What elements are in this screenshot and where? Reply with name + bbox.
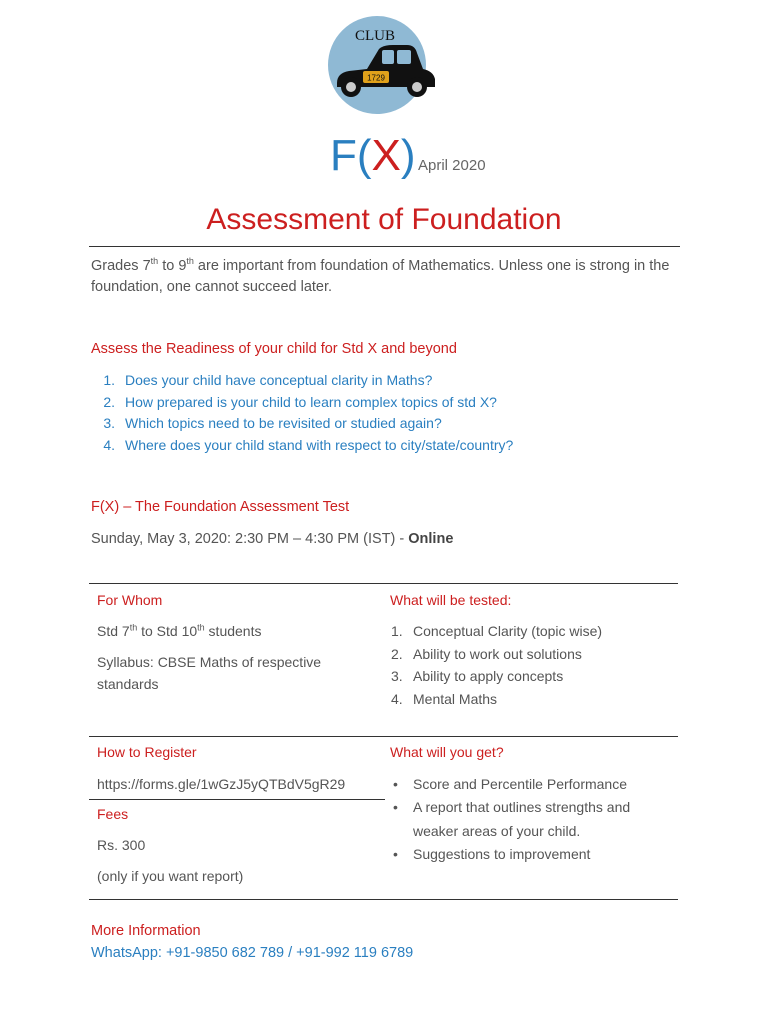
list-item: 4. Mental Maths xyxy=(391,691,498,708)
logo-plate-text: 1729 xyxy=(367,73,385,83)
brand-x: X xyxy=(371,131,401,180)
tested-heading: What will be tested: xyxy=(390,592,512,608)
for-whom-syllabus: Syllabus: CBSE Maths of respective standards xyxy=(97,654,322,692)
table-middle-border xyxy=(89,736,678,737)
list-item: 3. Which topics need to be revisited or studied again? xyxy=(103,415,442,432)
brand-mark xyxy=(330,130,416,182)
intro-paragraph: Grades 7th to 9th are important from foundation of Mathematics. Unless one is strong in the foundation, one cannot succeed later. xyxy=(91,256,670,295)
register-heading: How to Register xyxy=(97,744,197,760)
readiness-heading: Assess the Readiness of your child for Std X and beyond xyxy=(91,341,457,357)
brand-f: F xyxy=(330,131,357,180)
for-whom-standards: Std 7th to Std 10th students xyxy=(97,622,262,639)
list-item: • Suggestions to improvement xyxy=(390,843,660,866)
test-schedule: Sunday, May 3, 2020: 2:30 PM – 4:30 PM (IST) - Online xyxy=(91,531,454,547)
test-mode: Online xyxy=(408,531,454,547)
get-list xyxy=(390,773,660,866)
list-item: 3. Ability to apply concepts xyxy=(391,668,564,685)
brand-close-paren: ) xyxy=(400,131,416,180)
fees-note: (only if you want report) xyxy=(97,868,244,884)
table-bottom-border xyxy=(89,899,678,900)
list-item: • A report that outlines strengths and weaker areas of your child. xyxy=(390,796,660,843)
list-item: 4. Where does your child stand with respect to city/state/country? xyxy=(103,437,514,454)
list-item: 2. How prepared is your child to learn complex topics of std X? xyxy=(103,393,497,410)
list-item: 1. Conceptual Clarity (topic wise) xyxy=(391,623,603,639)
register-link[interactable]: https://forms.gle/1wGzJ5yQTBdV5gR29 xyxy=(97,776,346,792)
for-whom-heading: For Whom xyxy=(97,592,163,608)
page-title: Assessment of Foundation xyxy=(206,203,562,236)
club-logo xyxy=(327,13,439,117)
test-heading: F(X) – The Foundation Assessment Test xyxy=(91,499,350,515)
fees-heading: Fees xyxy=(97,806,129,822)
table-top-border xyxy=(89,583,678,584)
logo-club-text: CLUB xyxy=(354,28,396,44)
readiness-questions xyxy=(91,370,513,457)
more-info-heading: More Information xyxy=(91,923,201,939)
tested-list xyxy=(391,620,602,711)
whatsapp-contact[interactable]: WhatsApp: +91-9850 682 789 / +91-992 119 6789 xyxy=(91,945,414,961)
list-item: • Score and Percentile Performance xyxy=(390,773,660,796)
brand-open-paren: ( xyxy=(356,131,372,180)
title-divider xyxy=(89,246,680,247)
list-item: 1. Does your child have conceptual clarity in Maths? xyxy=(103,372,433,388)
fees-amount: Rs. 300 xyxy=(97,837,146,853)
register-divider xyxy=(89,799,385,800)
get-heading: What will you get? xyxy=(390,744,504,760)
list-item: 2. Ability to work out solutions xyxy=(391,645,582,662)
issue-date: April 2020 xyxy=(418,157,486,174)
